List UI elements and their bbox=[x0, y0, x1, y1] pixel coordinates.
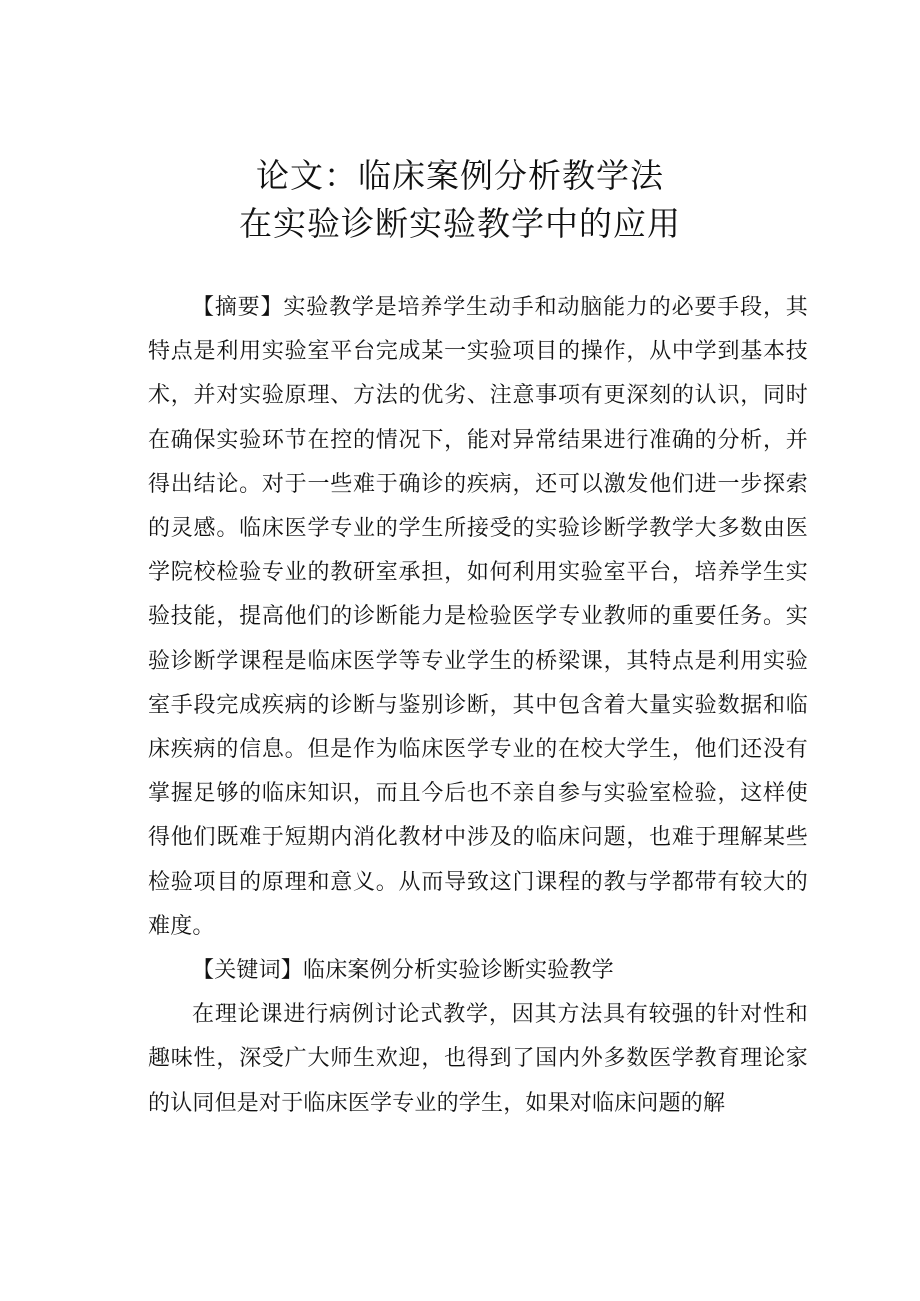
keywords-label: 【关键词】 bbox=[192, 958, 304, 984]
body-paragraph: 在理论课进行病例讨论式教学，因其方法具有较强的针对性和趣味性，深受广大师生欢迎，也得到了国内外多数医学教育理论家的认同但是对于临床医学专业的学生，如果对临床问题的解 bbox=[148, 1002, 808, 1116]
abstract-paragraph bbox=[148, 286, 808, 949]
keywords-paragraph bbox=[148, 949, 808, 993]
abstract-label: 【摘要】 bbox=[192, 295, 284, 320]
document-body bbox=[148, 286, 808, 1126]
title-line-1: 论文：临床案例分析教学法 bbox=[256, 156, 664, 195]
title-line-2: 在实验诊断实验教学中的应用 bbox=[239, 204, 681, 243]
document-title bbox=[0, 152, 920, 248]
abstract-text: 实验教学是培养学生动手和动脑能力的必要手段，其特点是利用实验室平台完成某一实验项目的操作，从中学到基本技术，并对实验原理、方法的优劣、注意事项有更深刻的认识，同时在确保实验环节在控的情况下，能对异常结果进行准确的分析，并得出结论。对于一些难于确诊的疾病，还可以激发他们进一步探索的灵感。临床医学专业的学生所接受的实验诊断学教学大多数由医学院校检验专业的教研室承担，如何利用实验室平台，培养学生实验技能，提高他们的诊断能力是检验医学专业教师的重要任务。实验诊断学课程是临床医学等专业学生的桥梁课，其特点是利用实验室手段完成疾病的诊断与鉴别诊断，其中包含着大量实验数据和临床疾病的信息。但是作为临床医学专业的在校大学生，他们还没有掌握足够的临床知识，而且今后也不亲自参与实验室检验，这样使得他们既难于短期内消化教材中涉及的临床问题，也难于理解某些检验项目的原理和意义。从而导致这门课程的教与学都带有较大的难度。 bbox=[148, 295, 808, 939]
keywords-text: 临床案例分析实验诊断实验教学 bbox=[303, 958, 614, 984]
